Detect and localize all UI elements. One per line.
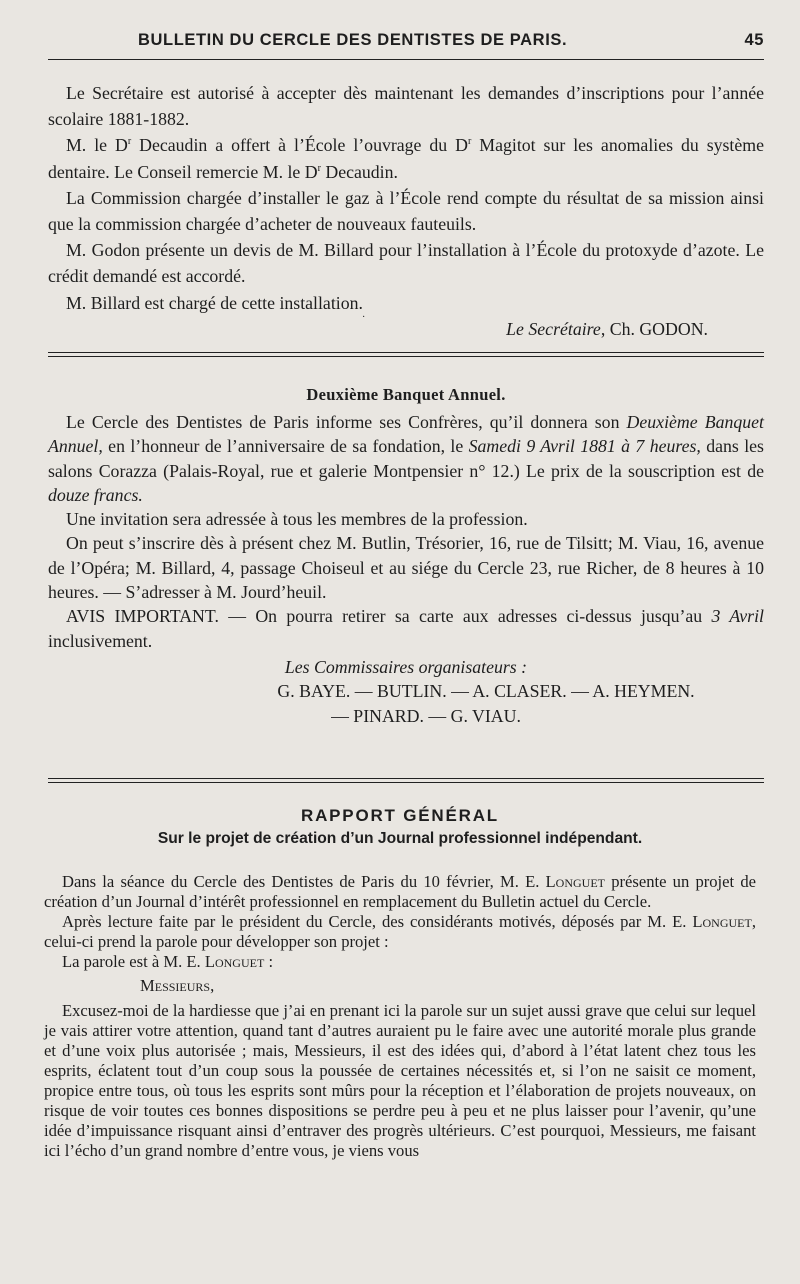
paragraph: On peut s’inscrire dès à présent chez M. Butlin, Trésorier, 16, rue de Tilsitt; M. Viau, 16, avenue de l’Opéra; M. Billard, 4, passage Choiseul et au siége du Cercle 23, rue Richer, de 8 heures à 10 heures. — S’adresser à M. Jourd’heuil. xyxy=(48,533,764,603)
section-heading: Deuxième Banquet Annuel. xyxy=(306,385,506,404)
paragraph: Le Secrétaire est autorisé à accepter dès maintenant les demandes d’inscriptions pour l’année scolaire 1881-1882. xyxy=(48,83,764,130)
paragraph: M. Godon présente un devis de M. Billard pour l’installation à l’École du protoxyde d’azote. Le crédit demandé est accordé. xyxy=(48,240,764,287)
paragraph: Dans la séance du Cercle des Dentistes de Paris du 10 février, M. E. Longuet présente un projet de création d’un Journal d’intérêt professionnel en remplacement du Bulletin actuel du Cercle. xyxy=(44,872,756,912)
paragraph: M. le $D^r$ Decaudin a offert à l’École l’ouvrage du $D^r$ Magitot sur les anomalies du système dentaire. Le Conseil remercie M. le $D^r$ Decaudin. xyxy=(48,135,764,182)
paragraph: La parole est à M. E. Longuet : xyxy=(62,952,274,972)
section-subheading: Sur le projet de création d’un Journal professionnel indépendant. xyxy=(157,830,643,847)
general-report-section xyxy=(44,804,756,1161)
paragraph: AVIS IMPORTANT. — On pourra retirer sa carte aux adresses ci-dessus jusqu’au 3 Avril inclusivement. xyxy=(48,606,764,651)
header-rule xyxy=(48,59,764,60)
running-title: BULLETIN DU CERCLE DES DENTISTES DE PARIS. xyxy=(138,31,568,49)
banquet-section xyxy=(48,384,764,728)
page-number: 45 xyxy=(744,31,764,49)
paragraph: Excusez-moi de la hardiesse que j’ai en prenant ici la parole sur un sujet aussi grave que celui sur lequel je vais attirer votre attention, quand tant d’autres auraient pu le faire avec une autorité morale plus grande et d’une voix plus autorisée ; mais, Messieurs, il est des idées qui, d’abord à l’état latent chez tous les esprits, éclatent tout d’un coup sous la poussée de certaines nécessités et, si l’on ne saisit ce moment, propice entre tous, où tous les esprits sont mûrs pour la réception et l’élaboration de projets nouveaux, on risque de voir toutes ces bonnes dispositions se perdre peu à peu et ne plus laisser pour l’avenir, qu’une idée d’impuissance risquant ainsi d’entraver des progrès ultérieurs. C’est pourquoi, Messieurs, me faisant ici l’écho d’un grand nombre d’entre vous, je viens vous xyxy=(44,1000,756,1161)
section-divider xyxy=(48,778,764,783)
commissaires-label: Les Commissaires organisateurs : xyxy=(284,656,528,677)
running-header xyxy=(48,28,764,56)
section-heading: RAPPORT GÉNÉRAL xyxy=(301,806,499,825)
signature: Le Secrétaire, Ch. GODON. xyxy=(506,318,708,339)
commissaires-names: — PINARD. — G. VIAU. xyxy=(331,705,521,726)
paragraph: Le Cercle des Dentistes de Paris informe ses Confrères, qu’il donnera son Deuxième Banquet Annuel, en l’honneur de l’anniversaire de sa fondation, le Samedi 9 Avril 1881 à 7 heures, dans les salons Corazza (Palais-Royal, rue et galerie Montpensier n° 12.) Le prix de la souscription est de douze francs. xyxy=(48,412,764,505)
paragraph: M. Billard est chargé de cette installation. xyxy=(66,292,363,313)
commissaires-names: G. BAYE. — BUTLIN. — A. CLASER. — A. HEYMEN. xyxy=(277,681,695,702)
salutation: Messieurs, xyxy=(140,976,215,996)
council-minutes-section xyxy=(48,80,764,342)
print-speck: · xyxy=(362,312,366,323)
paragraph: Une invitation sera adressée à tous les membres de la profession. xyxy=(66,509,528,530)
paragraph: La Commission chargée d’installer le gaz à l’École rend compte du résultat de sa mission ainsi que la commission chargée d’acheter de nouveaux fauteuils. xyxy=(48,187,764,235)
paragraph: Après lecture faite par le président du Cercle, des considérants motivés, déposés par M. E. Longuet, celui-ci prend la parole pour développer son projet : xyxy=(44,912,756,952)
section-divider xyxy=(48,352,764,357)
